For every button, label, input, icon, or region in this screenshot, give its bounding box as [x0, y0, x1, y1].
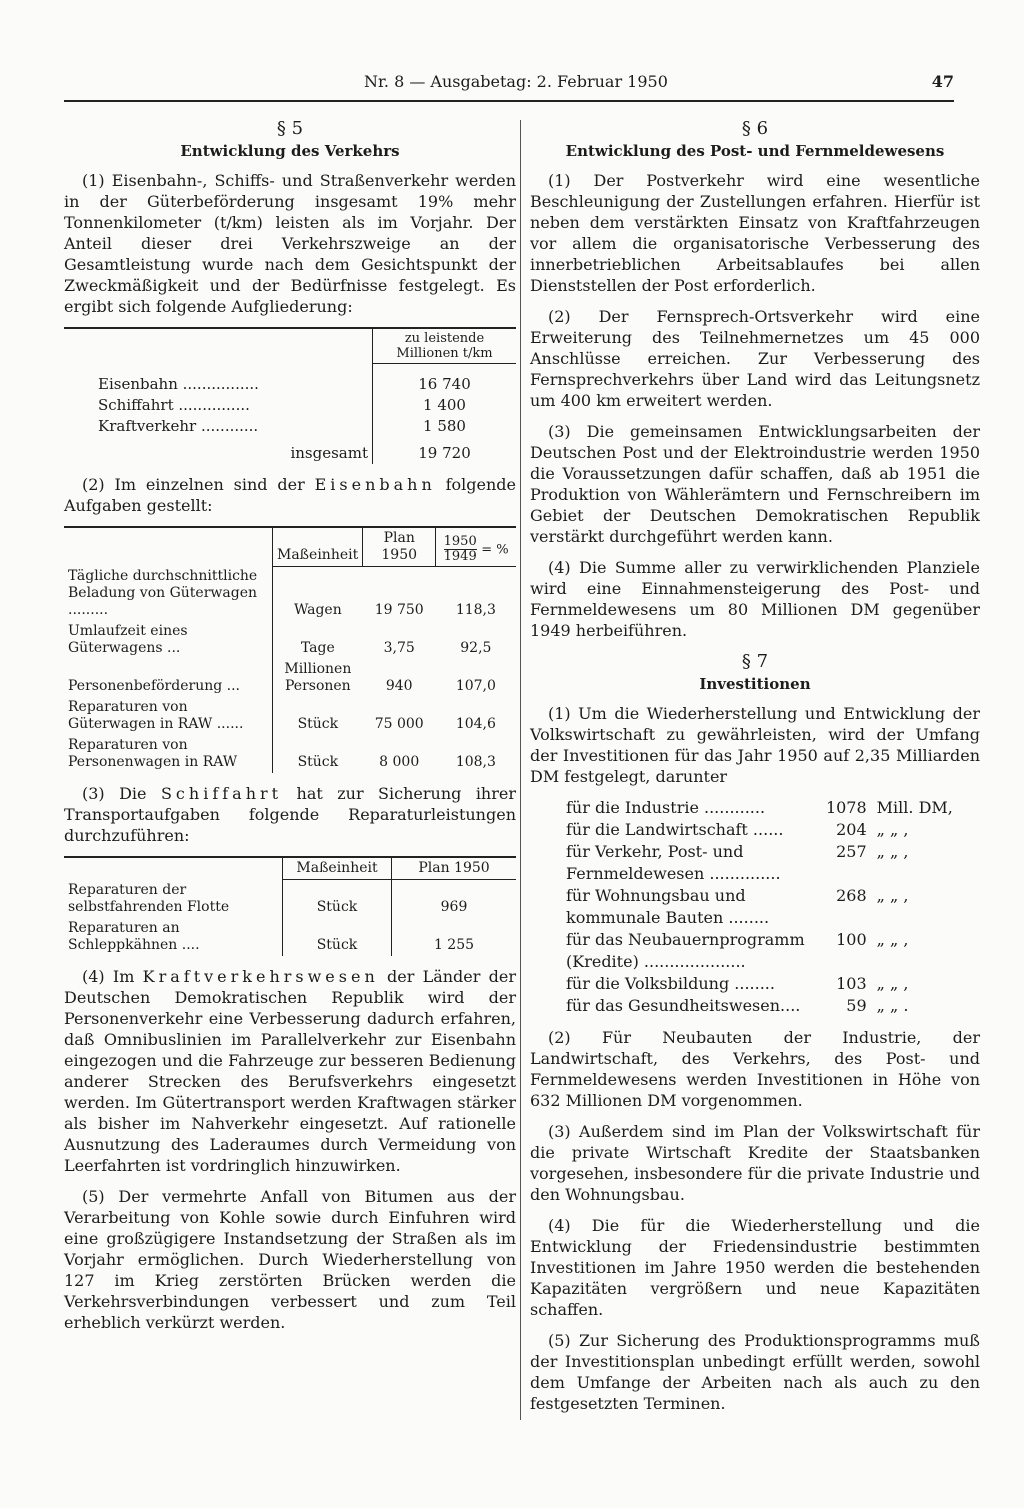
column-divider	[520, 120, 521, 1420]
s7-paragraph-5: (5) Zur Sicherung des Produktionsprogramms muß der Investitionsplan unbedingt erfüllt werden, sowohl dem Umfange der Arbeiten nach als auch zu den festgesetzten Terminen.	[530, 1331, 980, 1413]
list-item: für die Landwirtschaft ...... 204 „ „ ,	[566, 820, 909, 839]
table-row: Umlaufzeit eines Güterwagens ... Tage 3,75 92,5	[64, 621, 516, 659]
list-item: für die Volksbildung ........ 103 „ „ ,	[566, 974, 909, 993]
s5-paragraph-4: (4) Im Kraftverkehrswesen der Länder der Deutschen Demokratischen Republik wird der Personenverkehr eine Verbesserung dadurch erfahren, daß Omnibuslinien im Parallelverkehr zur Eisenbahn eingezogen und die Fahrzeuge zur besseren Bedienung anderer Strecken des Berufsverkehrs eingesetzt werden. Im Gütertransport werden Kraftwagen stärker als bisher im Nahverkehr eingesetzt. Auf rationelle Ausnutzung des Laderaumes durch Vermeidung von Leerfahrten ist vordringlich hinzuwirken.	[64, 966, 516, 1175]
investment-list	[566, 797, 980, 1017]
railway-table: Maßeinheit Plan 1950 $\frac{1950}{1949}$ = % Tägliche durchschnittliche Beladung von Güterwagen ......... Wagen 19 750 118,3 Umlaufzeit eines Güterwagens ... Tage 3,75 92,5 Personenbeförderung ... Millionen Personen 940 107,0 Reparaturen von Güterwagen in RAW ...... Stück 75 000 104,6 Reparaturen von Personenwagen in RAW Stück 8 000 108,3	[64, 526, 516, 774]
list-item: für das Neubauernprogramm (Kredite) .................... 100 „ „ ,	[566, 930, 909, 971]
s7-paragraph-3: (3) Außerdem sind im Plan der Volkswirtschaft für die private Wirtschaft Kredite der Staatsbanken vorgesehen, insbesondere für die private Industrie und den Wohnungsbau.	[530, 1122, 980, 1204]
issue-title: Nr. 8 — Ausgabetag: 2. Februar 1950	[364, 72, 668, 91]
list-item: für Verkehr, Post- und Fernmeldewesen .............. 257 „ „ ,	[566, 842, 909, 883]
list-item: für die Industrie ............ 1078 Mill. DM,	[566, 798, 953, 817]
s7-paragraph-4: (4) Die für die Wiederherstellung und die Entwicklung der Friedensindustrie bestimmten Investitionen im Jahre 1950 werden die bestehenden Kapazitäten vergrößern und neue Kapazitäten schaffen.	[530, 1216, 980, 1319]
traffic-col-head: zu leistende Millionen t/km	[373, 328, 517, 364]
table-row: Reparaturen von Güterwagen in RAW ...... Stück 75 000 104,6	[64, 697, 516, 735]
table-row: Personenbeförderung ... Millionen Personen 940 107,0	[64, 659, 516, 697]
section-7-number: § 7	[741, 651, 769, 672]
section-6-heading: Entwicklung des Post- und Fernmeldewesens	[565, 142, 945, 160]
table-row: Kraftverkehr ............ 1 580	[64, 416, 516, 437]
section-7-heading: Investitionen	[699, 675, 811, 693]
s6-paragraph-4: (4) Die Summe aller zu verwirklichenden Planziele wird eine Einnahmensteigerung des Post- und Fernmeldewesens um 80 Millionen DM gegenüber 1949 herbeiführen.	[530, 558, 980, 640]
table-row: Tägliche durchschnittliche Beladung von Güterwagen ......... Wagen 19 750 118,3	[64, 566, 516, 621]
s5-paragraph-5: (5) Der vermehrte Anfall von Bitumen aus der Verarbeitung von Kohle sowie durch Einfuhren wird eine großzügigere Instandsetzung der Straßen als im Vorjahr ermöglichen. Durch Wiederherstellung von 127 im Krieg zerstörten Brücken werden die Verkehrsverbindungen verbessert und zum Teil erheblich verkürzt werden.	[64, 1186, 516, 1332]
s5-paragraph-3: (3) Die Schiffahrt hat zur Sicherung ihrer Transportaufgaben folgende Reparaturleistungen durchzuführen:	[64, 784, 517, 845]
traffic-table	[64, 327, 516, 464]
s6-paragraph-1: (1) Der Postverkehr wird eine wesentliche Beschleunigung der Zustellungen erfahren. Hierfür ist neben dem verstärkten Einsatz von Kraftfahrzeugen vor allem die organisatorische Verbesserung des innerbetrieblichen Arbeitsablaufes bei allen Dienststellen der Post erforderlich.	[530, 171, 980, 295]
section-5-number: § 5	[276, 118, 304, 139]
table-row: Reparaturen der selbstfahrenden Flotte Stück 969	[64, 880, 516, 918]
s7-paragraph-2: (2) Für Neubauten der Industrie, der Landwirtschaft, des Verkehrs, des Post- und Fernmeldewesens werden Investitionen in Höhe von 632 Millionen DM vorgenommen.	[530, 1028, 980, 1110]
table-total-row: insgesamt 19 720	[64, 437, 516, 464]
shipping-table: Maßeinheit Plan 1950 Reparaturen der selbstfahrenden Flotte Stück 969 Reparaturen an Schleppkähnen .... Stück 1 255	[64, 856, 516, 956]
list-item: für Wohnungsbau und kommunale Bauten ........ 268 „ „ ,	[566, 886, 909, 927]
left-column	[64, 118, 516, 1343]
s5-paragraph-2: (2) Im einzelnen sind der Eisenbahn folgende Aufgaben gestellt:	[64, 474, 517, 515]
s6-paragraph-2: (2) Der Fernsprech-Ortsverkehr wird eine Erweiterung des Teilnehmernetzes um 45 000 Anschlüsse erreichen. Zur Verbesserung des Fernsprechverkehrs über Land wird das Leitungsnetz um 400 km erweitert werden.	[530, 307, 980, 410]
table-row: Reparaturen von Personenwagen in RAW Stück 8 000 108,3	[64, 735, 516, 773]
section-5-heading: Entwicklung des Verkehrs	[180, 142, 400, 160]
page-header	[64, 60, 954, 102]
table-row: Schiffahrt ............... 1 400	[64, 395, 516, 416]
table-row: Reparaturen an Schleppkähnen .... Stück 1 255	[64, 918, 516, 956]
section-6-number: § 6	[741, 118, 769, 139]
page-number: 47	[931, 72, 954, 91]
s5-paragraph-1: (1) Eisenbahn-, Schiffs- und Straßenverkehr werden in der Güterbeförderung insgesamt 19% mehr Tonnenkilometer (t/km) leisten als im Vorjahr. Der Anteil dieser drei Verkehrszweige an der Gesamtleistung wurde nach dem Gesichtspunkt der Zweckmäßigkeit und der Bedürfnisse festgelegt. Es ergibt sich folgende Aufgliederung:	[64, 171, 516, 316]
s6-paragraph-3: (3) Die gemeinsamen Entwicklungsarbeiten der Deutschen Post und der Elektroindustrie werden 1950 die Voraussetzungen dafür schaffen, daß ab 1951 die Produktion von Wählerämtern und Fernschreibern im Gebiet der Deutschen Demokratischen Republik verstärkt durchgeführt werden kann.	[530, 422, 980, 546]
right-column	[530, 118, 980, 1424]
list-item: für das Gesundheitswesen.... 59 „ „ .	[566, 996, 909, 1015]
table-row: Eisenbahn ................ 16 740	[64, 374, 516, 395]
s7-paragraph-1: (1) Um die Wiederherstellung und Entwicklung der Volkswirtschaft zu gewährleisten, wird der Umfang der Investitionen für das Jahr 1950 auf 2,35 Milliarden DM festgelegt, darunter	[530, 704, 980, 786]
